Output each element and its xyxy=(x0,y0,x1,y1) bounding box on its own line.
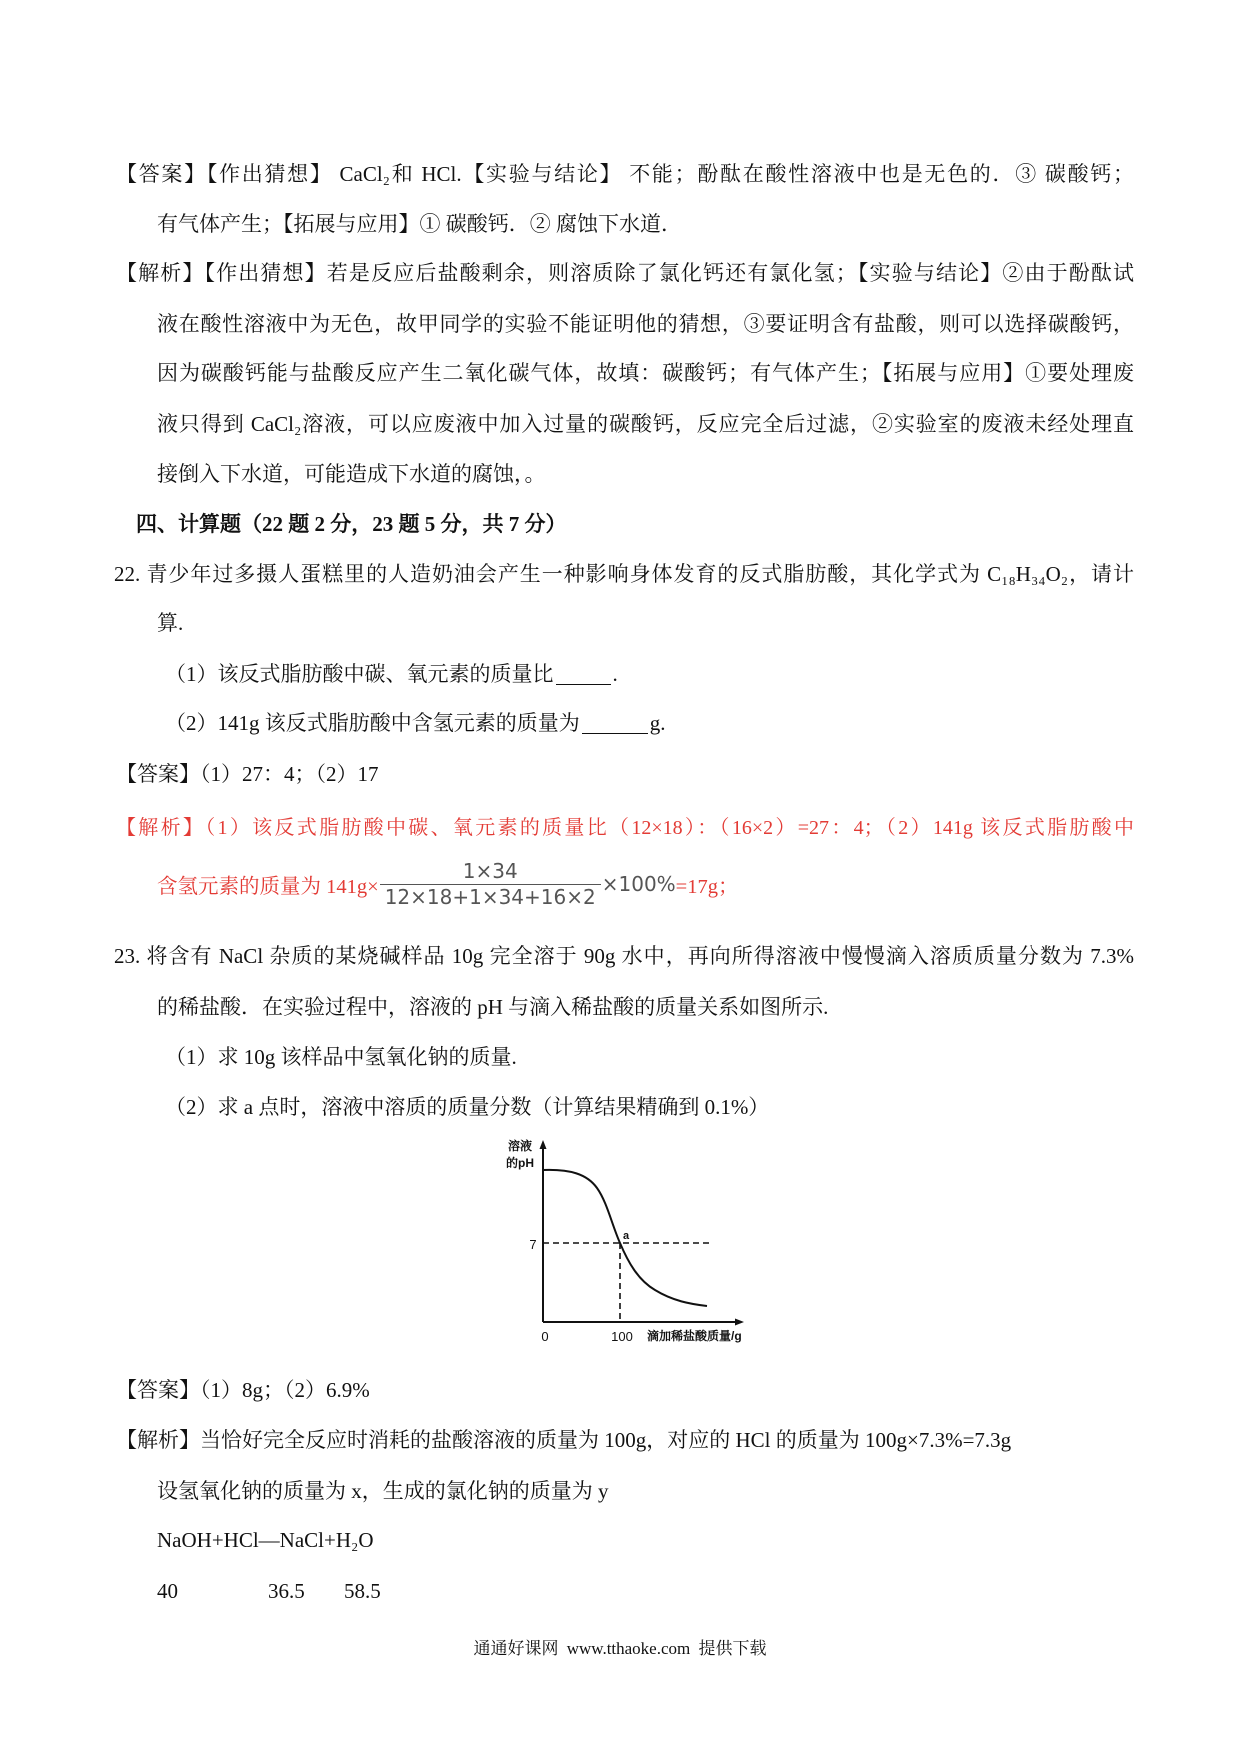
sub-question-suffix: . xyxy=(612,662,618,686)
ph-curve-figure xyxy=(495,1130,760,1350)
mass-fraction xyxy=(380,859,601,910)
q22-stem-line-2: 算. xyxy=(157,611,184,635)
relative-mass-naoh: 40 xyxy=(157,1579,178,1603)
answer-blank xyxy=(582,713,648,734)
y-axis-label-line-1: 溶液 xyxy=(508,1139,533,1153)
y-tick-label: 7 xyxy=(529,1237,537,1252)
y-axis-arrow xyxy=(540,1140,547,1149)
point-a-label: a xyxy=(623,1230,630,1242)
fraction-numerator: 1×34 xyxy=(462,858,518,883)
section-heading: 四、计算题（22 题 2 分，23 题 5 分，共 7 分） xyxy=(136,512,567,536)
q22-sub-question-1 xyxy=(165,660,618,688)
sub-question-text: （1）该反式脂肪酸中碳、氧元素的质量比 xyxy=(165,662,554,686)
q23-analysis-line-1: 【解析】当恰好完全反应时消耗的盐酸溶液的质量为 100g，对应的 HCl 的质量为 100g×7.3%=7.3g xyxy=(116,1428,1012,1452)
q22-analysis-line-1: 【解析】（1）该反式脂肪酸中碳、氧元素的质量比（12×18）：（16×2）=27：4；（2）141g 该反式脂肪酸中 xyxy=(116,817,1134,839)
analysis-prefix: 含氢元素的质量为 141g× xyxy=(157,876,379,898)
x-axis-arrow xyxy=(735,1319,744,1326)
q23-stem-line-2: 的稀盐酸．在实验过程中，溶液的 pH 与滴入稀盐酸的质量关系如图所示. xyxy=(157,995,829,1019)
footer-source: 通通好课网 www.tthaoke.com 提供下载 xyxy=(473,1639,767,1658)
q23-stem-line-1: 23. 将含有 NaCl 杂质的某烧碱样品 10g 完全溶于 90g 水中，再向所得溶液中慢慢滴入溶质质量分数为 7.3% xyxy=(114,944,1134,968)
q21-analysis-line-5: 接倒入下水道，可能造成下水道的腐蚀，。 xyxy=(157,462,546,486)
x-origin-label: 0 xyxy=(541,1329,549,1344)
x-axis-label: 滴加稀盐酸质量/g xyxy=(647,1329,742,1343)
q21-analysis-line-2: 液在酸性溶液中为无色，故甲同学的实验不能证明他的猜想，③要证明含有盐酸，则可以选择碳酸钙， xyxy=(157,312,1134,336)
q23-answer: 【答案】（1）8g；（2）6.9% xyxy=(116,1378,370,1402)
q23-analysis-line-2: 设氢氧化钠的质量为 x，生成的氯化钠的质量为 y xyxy=(157,1479,609,1503)
analysis-result: =17g； xyxy=(675,876,739,898)
sub-question-text: （2）141g 该反式脂肪酸中含氢元素的质量为 xyxy=(165,711,580,735)
q21-analysis-line-1: 【解析】【作出猜想】若是反应后盐酸剩余，则溶质除了氯化钙还有氯化氢；【实验与结论】②由于酚酞试 xyxy=(116,261,1134,285)
q21-analysis-line-3: 因为碳酸钙能与盐酸反应产生二氧化碳气体，故填：碳酸钙；有气体产生；【拓展与应用】①要处理废 xyxy=(157,361,1134,385)
q21-analysis-line-4: 液只得到 CaCl₂溶液，可以应废液中加入过量的碳酸钙，反应完全后过滤，②实验室的废液未经处理直 xyxy=(157,412,1134,436)
q23-sub-question-2: （2）求 a 点时，溶液中溶质的质量分数（计算结果精确到 0.1%） xyxy=(165,1095,770,1119)
answer-blank xyxy=(556,664,611,685)
q21-answer-line-2: 有气体产生；【拓展与应用】① 碳酸钙．② 腐蚀下水道． xyxy=(157,212,682,236)
q22-analysis-line-2 xyxy=(157,855,738,913)
percent-multiplier: ×100% xyxy=(601,872,676,896)
q22-sub-question-2 xyxy=(165,709,666,737)
fraction-denominator: 12×18+1×34+16×2 xyxy=(384,884,596,909)
q21-answer-line-1: 【答案】【作出猜想】 CaCl₂和 HCl.【实验与结论】 不能；酚酞在酸性溶液中也是无色的．③ 碳酸钙； xyxy=(116,162,1134,186)
relative-mass-nacl: 58.5 xyxy=(344,1579,381,1603)
chemical-equation: NaOH+HCl—NaCl+H₂O xyxy=(157,1528,374,1552)
q23-sub-question-1: （1）求 10g 该样品中氢氧化钠的质量. xyxy=(165,1045,517,1069)
relative-mass-hcl: 36.5 xyxy=(268,1579,305,1603)
y-axis-label-line-2: 的pH xyxy=(506,1156,534,1170)
q22-stem-line-1: 22. 青少年过多摄人蛋糕里的人造奶油会产生一种影响身体发育的反式脂肪酸，其化学式为 C₁₈H₃₄O₂，请计 xyxy=(114,562,1134,586)
sub-question-suffix: g. xyxy=(649,711,666,735)
x-tick-label: 100 xyxy=(611,1329,633,1344)
q22-answer: 【答案】（1）27：4；（2）17 xyxy=(116,762,379,786)
